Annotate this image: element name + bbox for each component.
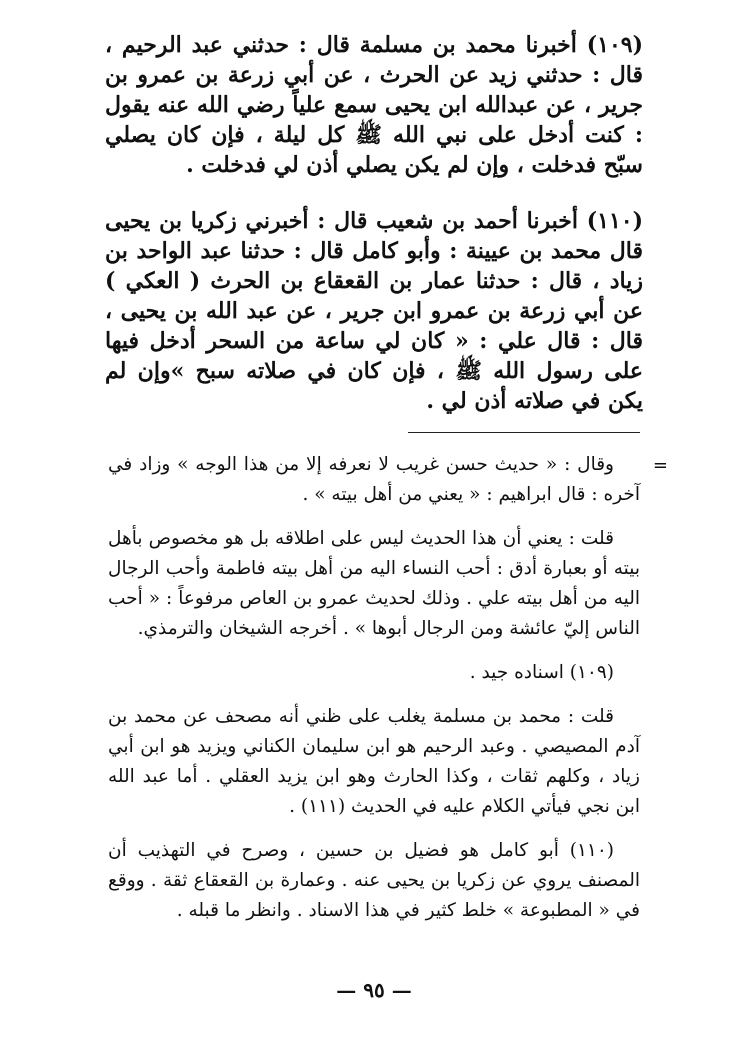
continuation-mark: = — [652, 455, 668, 476]
hadith-109: (١٠٩) أخبرنا محمد بن مسلمة قال : حدثني عبد الرحيم ، قال : حدثني زيد عن الحرث ، عن أبي زرعة بن عمرو بن جرير ، عن عبدالله ابن يحيى سمع علياً رضي الله عنه يقول : كنت أدخل على نبي الله ﷺ كل ليلة ، فإن كان يصلي سبّح فدخلت ، وإن لم يكن يصلي أذن لي فدخلت . — [105, 32, 643, 178]
footnote-109-comment-text: قلت : محمد بن مسلمة يغلب على ظني أنه مصحف عن محمد بن آدم المصيصي . وعبد الرحيم هو ابن سليمان الكناني ويزيد هو ابن أبي زياد ، وكلهم ثقات ، وكذا الحارث وهو ابن يزيد العقلي . أما عبد الله ابن نجي فيأتي الكلام عليه في الحديث (١١١) . — [108, 706, 640, 817]
hadith-110: (١١٠) أخبرنا أحمد بن شعيب قال : أخبرني زكريا بن يحيى قال محمد بن عيينة : وأبو كامل قال : حدثنا عبد الواحد بن زياد ، قال : حدثنا عمار بن القعقاع بن الحرث ( العكي ) عن أبي زرعة بن عمرو ابن جرير ، عن عبد الله بن يحيى ، قال : قال علي : « كان لي ساعة من السحر أدخل فيها على رسول الله ﷺ ، فإن كان في صلاته سبح »وإن لم يكن في صلاته أذن لي . — [105, 208, 643, 414]
footnotes — [108, 450, 640, 926]
footnote-divider — [408, 432, 640, 433]
page-number: — ٩٥ — — [336, 978, 412, 1002]
footnote-109-grade-text: (١٠٩) اسناده جيد . — [469, 662, 614, 683]
footnote-109-comment — [108, 702, 640, 822]
footnote-110 — [108, 836, 640, 926]
footnote-110-text: (١١٠) أبو كامل هو فضيل بن حسين ، وصرح في التهذيب أن المصنف يروي عن زكريا بن يحيى عنه . وعمارة بن القعقاع ثقة . ووقع في « المطبوعة » خلط كثير في هذا الاسناد . وانظر ما قبله . — [108, 840, 640, 921]
footnote-continuation-text: وقال : « حديث حسن غريب لا نعرفه إلا من هذا الوجه » وزاد في آخره : قال ابراهيم : « يعني من أهل بيته » . — [108, 454, 640, 505]
main-text — [105, 30, 643, 416]
footnote-109-grade — [108, 658, 640, 688]
footnote-comment-text: قلت : يعني أن هذا الحديث ليس على اطلاقه بل هو مخصوص بأهل بيته أو بعبارة أدق : أحب النساء اليه من أهل بيته فاطمة وأحب الرجال اليه من أهل بيته علي . وذلك لحديث عمرو بن العاص مرفوعاً : « أحب الناس إليّ عائشة ومن الرجال أبوها » . أخرجه الشيخان والترمذي. — [108, 528, 640, 639]
footnote-continuation — [108, 450, 640, 510]
footnote-comment — [108, 524, 640, 644]
